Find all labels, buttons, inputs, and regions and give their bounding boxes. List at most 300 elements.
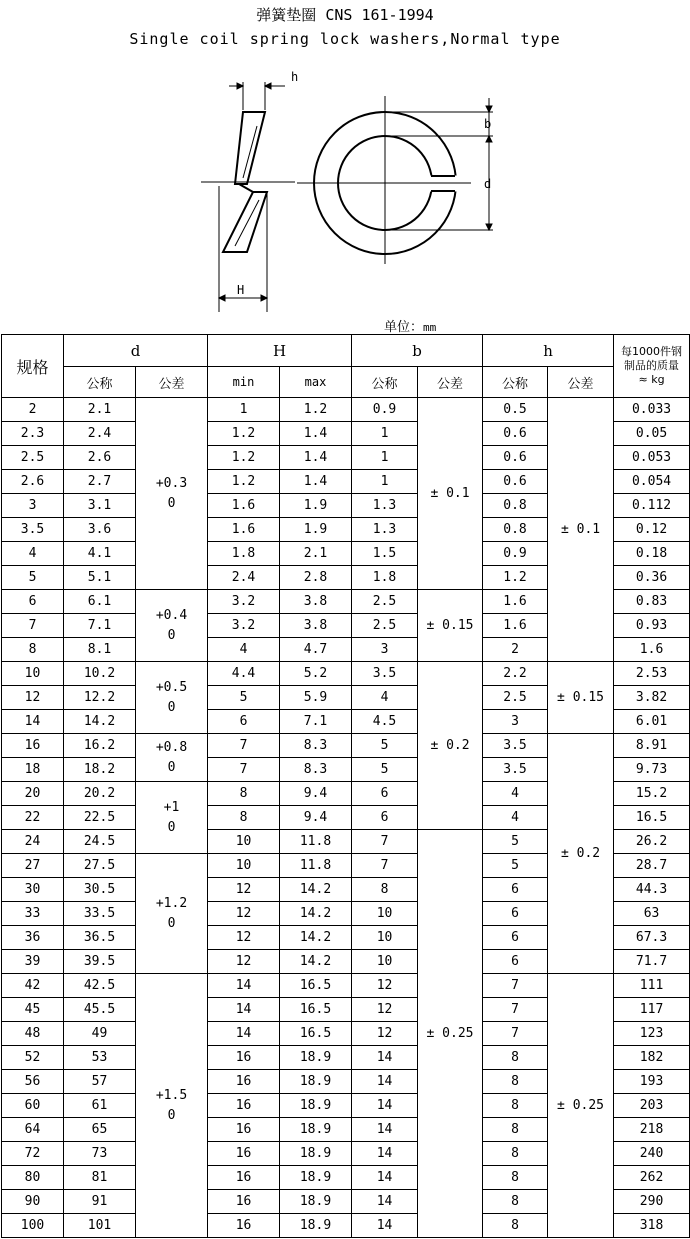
- cell-b-tolerance: ± 0.2: [418, 662, 483, 830]
- header-mass-line1: 每1000件钢: [621, 345, 683, 358]
- cell-H-max: 14.2: [280, 878, 352, 902]
- cell-h-nominal: 7: [483, 998, 548, 1022]
- dim-label-d: d: [484, 177, 492, 191]
- cell-b-nominal: 12: [352, 998, 418, 1022]
- cell-b-tolerance: ± 0.25: [418, 830, 483, 1238]
- table-row: [2, 974, 690, 998]
- cell-h-nominal: 0.8: [483, 518, 548, 542]
- cell-size: 4: [2, 542, 64, 566]
- cell-h-nominal: 7: [483, 1022, 548, 1046]
- cell-b-nominal: 10: [352, 950, 418, 974]
- cell-size: 14: [2, 710, 64, 734]
- cell-size: 22: [2, 806, 64, 830]
- header-d-nominal: 公称: [64, 367, 136, 398]
- cell-size: 3.5: [2, 518, 64, 542]
- cell-d-nominal: 14.2: [64, 710, 136, 734]
- cell-mass: 0.83: [614, 590, 690, 614]
- cell-b-nominal: 14: [352, 1070, 418, 1094]
- cell-b-nominal: 0.9: [352, 398, 418, 422]
- cell-b-nominal: 4: [352, 686, 418, 710]
- cell-h-tolerance: ± 0.25: [548, 974, 614, 1238]
- cell-h-nominal: 8: [483, 1166, 548, 1190]
- cell-d-nominal: 39.5: [64, 950, 136, 974]
- cell-mass: 0.112: [614, 494, 690, 518]
- cell-H-max: 18.9: [280, 1190, 352, 1214]
- cell-H-min: 3.2: [208, 614, 280, 638]
- cell-H-min: 1.2: [208, 422, 280, 446]
- header-b-nominal: 公称: [352, 367, 418, 398]
- cell-b-nominal: 3: [352, 638, 418, 662]
- cell-h-nominal: 0.5: [483, 398, 548, 422]
- cell-size: 52: [2, 1046, 64, 1070]
- unit-caption: 单位：: [384, 320, 424, 335]
- cell-size: 2.5: [2, 446, 64, 470]
- d-tolerance-upper: +1: [163, 799, 180, 815]
- cell-H-max: 4.7: [280, 638, 352, 662]
- d-tolerance-upper: +0.8: [155, 739, 188, 755]
- cell-h-nominal: 2: [483, 638, 548, 662]
- table-row: [2, 398, 690, 422]
- cell-h-nominal: 8: [483, 1214, 548, 1238]
- header-H-min: min: [208, 367, 280, 398]
- cell-h-nominal: 3: [483, 710, 548, 734]
- cell-H-min: 1.6: [208, 518, 280, 542]
- cell-d-nominal: 36.5: [64, 926, 136, 950]
- cell-H-max: 5.9: [280, 686, 352, 710]
- cell-d-nominal: 2.6: [64, 446, 136, 470]
- cell-H-min: 16: [208, 1118, 280, 1142]
- cell-h-nominal: 0.9: [483, 542, 548, 566]
- cell-H-max: 1.4: [280, 422, 352, 446]
- cell-size: 5: [2, 566, 64, 590]
- cell-d-nominal: 91: [64, 1190, 136, 1214]
- cell-mass: 0.05: [614, 422, 690, 446]
- cell-b-nominal: 1.8: [352, 566, 418, 590]
- cell-H-min: 1.6: [208, 494, 280, 518]
- cell-h-nominal: 6: [483, 926, 548, 950]
- cell-size: 33: [2, 902, 64, 926]
- cell-H-max: 1.9: [280, 494, 352, 518]
- cell-mass: 1.6: [614, 638, 690, 662]
- cell-size: 3: [2, 494, 64, 518]
- cell-H-max: 8.3: [280, 734, 352, 758]
- cell-d-nominal: 65: [64, 1118, 136, 1142]
- cell-b-nominal: 1: [352, 470, 418, 494]
- header-mass: [614, 335, 690, 398]
- cell-H-max: 2.1: [280, 542, 352, 566]
- cell-b-nominal: 6: [352, 782, 418, 806]
- cell-d-nominal: 6.1: [64, 590, 136, 614]
- unit-label: [384, 316, 436, 335]
- cell-h-nominal: 3.5: [483, 734, 548, 758]
- header-d: d: [64, 335, 208, 367]
- cell-H-min: 16: [208, 1214, 280, 1238]
- cell-H-max: 18.9: [280, 1070, 352, 1094]
- cell-mass: 26.2: [614, 830, 690, 854]
- cell-b-nominal: 12: [352, 1022, 418, 1046]
- cell-d-tolerance: [136, 734, 208, 782]
- cell-H-max: 1.2: [280, 398, 352, 422]
- cell-mass: 0.033: [614, 398, 690, 422]
- cell-d-nominal: 81: [64, 1166, 136, 1190]
- cell-b-nominal: 1: [352, 446, 418, 470]
- cell-d-nominal: 3.1: [64, 494, 136, 518]
- cell-H-min: 16: [208, 1166, 280, 1190]
- cell-b-nominal: 1.3: [352, 518, 418, 542]
- cell-mass: 123: [614, 1022, 690, 1046]
- cell-d-tolerance: [136, 590, 208, 662]
- cell-size: 30: [2, 878, 64, 902]
- cell-size: 18: [2, 758, 64, 782]
- cell-h-tolerance: ± 0.15: [548, 662, 614, 734]
- cell-size: 8: [2, 638, 64, 662]
- cell-H-max: 11.8: [280, 830, 352, 854]
- cell-mass: 0.18: [614, 542, 690, 566]
- cell-size: 20: [2, 782, 64, 806]
- cell-H-max: 18.9: [280, 1094, 352, 1118]
- dim-label-H: H: [237, 283, 245, 297]
- cell-d-nominal: 30.5: [64, 878, 136, 902]
- cell-h-tolerance: ± 0.1: [548, 398, 614, 662]
- cell-H-min: 16: [208, 1190, 280, 1214]
- cell-H-max: 3.8: [280, 590, 352, 614]
- d-tolerance-upper: +1.2: [155, 895, 188, 911]
- cell-size: 39: [2, 950, 64, 974]
- cell-H-max: 3.8: [280, 614, 352, 638]
- cell-H-max: 11.8: [280, 854, 352, 878]
- cell-mass: 44.3: [614, 878, 690, 902]
- cell-h-nominal: 0.6: [483, 470, 548, 494]
- table-row: [2, 734, 690, 758]
- d-tolerance-upper: +0.5: [155, 679, 188, 695]
- cell-size: 2.3: [2, 422, 64, 446]
- d-tolerance-upper: +1.5: [155, 1087, 188, 1103]
- cell-d-nominal: 4.1: [64, 542, 136, 566]
- cell-h-nominal: 8: [483, 1046, 548, 1070]
- cell-d-nominal: 24.5: [64, 830, 136, 854]
- cell-d-nominal: 57: [64, 1070, 136, 1094]
- d-tolerance-lower: 0: [167, 495, 176, 511]
- cell-b-nominal: 14: [352, 1190, 418, 1214]
- cell-d-nominal: 18.2: [64, 758, 136, 782]
- cell-d-tolerance: [136, 662, 208, 734]
- cell-d-nominal: 2.1: [64, 398, 136, 422]
- d-tolerance-upper: +0.3: [155, 475, 188, 491]
- cell-size: 7: [2, 614, 64, 638]
- cell-H-min: 12: [208, 950, 280, 974]
- cell-mass: 8.91: [614, 734, 690, 758]
- cell-mass: 262: [614, 1166, 690, 1190]
- cell-h-nominal: 3.5: [483, 758, 548, 782]
- cell-b-tolerance: ± 0.15: [418, 590, 483, 662]
- cell-H-max: 9.4: [280, 806, 352, 830]
- cell-H-min: 14: [208, 1022, 280, 1046]
- cell-H-min: 12: [208, 902, 280, 926]
- cell-size: 48: [2, 1022, 64, 1046]
- cell-H-max: 7.1: [280, 710, 352, 734]
- cell-H-min: 3.2: [208, 590, 280, 614]
- cell-H-min: 4: [208, 638, 280, 662]
- cell-size: 6: [2, 590, 64, 614]
- cell-b-nominal: 4.5: [352, 710, 418, 734]
- d-tolerance-lower: 0: [167, 915, 176, 931]
- washer-spec-table: [1, 334, 690, 1238]
- cell-size: 56: [2, 1070, 64, 1094]
- cell-H-max: 1.4: [280, 446, 352, 470]
- cell-mass: 0.36: [614, 566, 690, 590]
- cell-b-nominal: 2.5: [352, 590, 418, 614]
- cell-H-min: 1.2: [208, 446, 280, 470]
- cell-H-max: 14.2: [280, 902, 352, 926]
- cell-b-nominal: 14: [352, 1118, 418, 1142]
- cell-d-nominal: 8.1: [64, 638, 136, 662]
- cell-h-nominal: 1.2: [483, 566, 548, 590]
- cell-H-max: 5.2: [280, 662, 352, 686]
- cell-H-max: 16.5: [280, 974, 352, 998]
- cell-H-min: 1.8: [208, 542, 280, 566]
- cell-H-min: 2.4: [208, 566, 280, 590]
- cell-h-nominal: 6: [483, 902, 548, 926]
- cell-h-nominal: 8: [483, 1118, 548, 1142]
- cell-mass: 111: [614, 974, 690, 998]
- cell-H-min: 16: [208, 1070, 280, 1094]
- cell-b-nominal: 14: [352, 1046, 418, 1070]
- cell-h-nominal: 7: [483, 974, 548, 998]
- cell-b-nominal: 10: [352, 926, 418, 950]
- cell-mass: 182: [614, 1046, 690, 1070]
- cell-b-nominal: 5: [352, 758, 418, 782]
- cell-mass: 2.53: [614, 662, 690, 686]
- cell-size: 24: [2, 830, 64, 854]
- cell-b-nominal: 2.5: [352, 614, 418, 638]
- header-H: H: [208, 335, 352, 367]
- cell-H-max: 18.9: [280, 1166, 352, 1190]
- cell-b-nominal: 6: [352, 806, 418, 830]
- cell-size: 2.6: [2, 470, 64, 494]
- cell-h-nominal: 2.2: [483, 662, 548, 686]
- cell-size: 2: [2, 398, 64, 422]
- cell-d-nominal: 2.7: [64, 470, 136, 494]
- cell-mass: 6.01: [614, 710, 690, 734]
- cell-h-nominal: 6: [483, 878, 548, 902]
- cell-h-nominal: 0.8: [483, 494, 548, 518]
- title-english: Single coil spring lock washers,Normal type: [129, 30, 561, 48]
- cell-mass: 193: [614, 1070, 690, 1094]
- cell-h-nominal: 5: [483, 854, 548, 878]
- unit-value: mm: [423, 321, 437, 334]
- cell-h-nominal: 2.5: [483, 686, 548, 710]
- cell-mass: 15.2: [614, 782, 690, 806]
- cell-H-min: 5: [208, 686, 280, 710]
- cell-h-nominal: 8: [483, 1190, 548, 1214]
- cell-size: 100: [2, 1214, 64, 1238]
- cell-H-min: 12: [208, 926, 280, 950]
- cell-size: 90: [2, 1190, 64, 1214]
- cell-b-nominal: 12: [352, 974, 418, 998]
- cell-b-nominal: 8: [352, 878, 418, 902]
- cell-mass: 63: [614, 902, 690, 926]
- cell-h-nominal: 8: [483, 1094, 548, 1118]
- cell-d-nominal: 10.2: [64, 662, 136, 686]
- cell-mass: 67.3: [614, 926, 690, 950]
- cell-H-min: 7: [208, 734, 280, 758]
- cell-h-nominal: 5: [483, 830, 548, 854]
- washer-drawing: [195, 66, 515, 314]
- cell-b-nominal: 5: [352, 734, 418, 758]
- cell-H-min: 1: [208, 398, 280, 422]
- cell-H-max: 9.4: [280, 782, 352, 806]
- cell-d-nominal: 2.4: [64, 422, 136, 446]
- cell-d-nominal: 16.2: [64, 734, 136, 758]
- cell-d-nominal: 53: [64, 1046, 136, 1070]
- header-b-tolerance: 公差: [418, 367, 483, 398]
- cell-H-max: 14.2: [280, 950, 352, 974]
- cell-H-max: 18.9: [280, 1214, 352, 1238]
- cell-mass: 0.054: [614, 470, 690, 494]
- cell-size: 80: [2, 1166, 64, 1190]
- cell-b-nominal: 14: [352, 1166, 418, 1190]
- cell-mass: 16.5: [614, 806, 690, 830]
- cell-b-tolerance: ± 0.1: [418, 398, 483, 590]
- cell-size: 36: [2, 926, 64, 950]
- cell-h-nominal: 1.6: [483, 614, 548, 638]
- cell-H-min: 12: [208, 878, 280, 902]
- header-h: h: [483, 335, 614, 367]
- cell-H-min: 16: [208, 1094, 280, 1118]
- d-tolerance-lower: 0: [167, 759, 176, 775]
- cell-mass: 203: [614, 1094, 690, 1118]
- cell-H-max: 8.3: [280, 758, 352, 782]
- cell-H-max: 18.9: [280, 1046, 352, 1070]
- cell-d-nominal: 73: [64, 1142, 136, 1166]
- header-H-max: max: [280, 367, 352, 398]
- cell-size: 42: [2, 974, 64, 998]
- cell-size: 60: [2, 1094, 64, 1118]
- cell-size: 27: [2, 854, 64, 878]
- header-mass-line3: ≈ kg: [638, 373, 665, 386]
- cell-h-nominal: 6: [483, 950, 548, 974]
- cell-size: 12: [2, 686, 64, 710]
- cell-b-nominal: 1.3: [352, 494, 418, 518]
- cell-size: 64: [2, 1118, 64, 1142]
- header-h-nominal: 公称: [483, 367, 548, 398]
- cell-H-min: 14: [208, 974, 280, 998]
- cell-mass: 117: [614, 998, 690, 1022]
- cell-H-max: 2.8: [280, 566, 352, 590]
- cell-d-nominal: 27.5: [64, 854, 136, 878]
- cell-b-nominal: 14: [352, 1214, 418, 1238]
- cell-b-nominal: 14: [352, 1142, 418, 1166]
- cell-H-min: 16: [208, 1142, 280, 1166]
- d-tolerance-lower: 0: [167, 699, 176, 715]
- cell-H-max: 16.5: [280, 998, 352, 1022]
- cell-h-nominal: 8: [483, 1142, 548, 1166]
- cell-size: 16: [2, 734, 64, 758]
- d-tolerance-upper: +0.4: [155, 607, 188, 623]
- cell-H-min: 1.2: [208, 470, 280, 494]
- d-tolerance-lower: 0: [167, 1107, 176, 1123]
- table-row: [2, 662, 690, 686]
- header-b: b: [352, 335, 483, 367]
- d-tolerance-lower: 0: [167, 627, 176, 643]
- cell-h-nominal: 0.6: [483, 446, 548, 470]
- cell-H-max: 1.9: [280, 518, 352, 542]
- cell-d-nominal: 12.2: [64, 686, 136, 710]
- cell-b-nominal: 1.5: [352, 542, 418, 566]
- cell-d-nominal: 101: [64, 1214, 136, 1238]
- cell-mass: 240: [614, 1142, 690, 1166]
- cell-size: 72: [2, 1142, 64, 1166]
- cell-d-tolerance: [136, 974, 208, 1238]
- header-h-tolerance: 公差: [548, 367, 614, 398]
- cell-mass: 318: [614, 1214, 690, 1238]
- cell-mass: 3.82: [614, 686, 690, 710]
- cell-mass: 0.12: [614, 518, 690, 542]
- cell-H-min: 4.4: [208, 662, 280, 686]
- cell-H-min: 8: [208, 806, 280, 830]
- washer-side-view: [201, 82, 295, 312]
- cell-size: 45: [2, 998, 64, 1022]
- cell-d-nominal: 20.2: [64, 782, 136, 806]
- cell-d-tolerance: [136, 854, 208, 974]
- cell-h-nominal: 4: [483, 782, 548, 806]
- dim-label-h: h: [291, 70, 299, 84]
- cell-d-nominal: 49: [64, 1022, 136, 1046]
- cell-H-max: 18.9: [280, 1118, 352, 1142]
- cell-mass: 218: [614, 1118, 690, 1142]
- cell-H-max: 14.2: [280, 926, 352, 950]
- cell-d-tolerance: [136, 782, 208, 854]
- cell-d-nominal: 61: [64, 1094, 136, 1118]
- cell-H-min: 8: [208, 782, 280, 806]
- cell-b-nominal: 14: [352, 1094, 418, 1118]
- cell-h-tolerance: ± 0.2: [548, 734, 614, 974]
- cell-mass: 9.73: [614, 758, 690, 782]
- cell-b-nominal: 1: [352, 422, 418, 446]
- header-mass-line2: 制品的质量: [624, 359, 680, 372]
- cell-H-max: 18.9: [280, 1142, 352, 1166]
- cell-h-nominal: 1.6: [483, 590, 548, 614]
- cell-d-nominal: 3.6: [64, 518, 136, 542]
- dim-label-b: b: [484, 117, 492, 131]
- cell-h-nominal: 0.6: [483, 422, 548, 446]
- cell-h-nominal: 4: [483, 806, 548, 830]
- cell-H-min: 7: [208, 758, 280, 782]
- cell-h-nominal: 8: [483, 1070, 548, 1094]
- header-d-tolerance: 公差: [136, 367, 208, 398]
- cell-d-nominal: 5.1: [64, 566, 136, 590]
- cell-H-max: 1.4: [280, 470, 352, 494]
- cell-mass: 0.053: [614, 446, 690, 470]
- d-tolerance-lower: 0: [167, 819, 176, 835]
- cell-H-max: 16.5: [280, 1022, 352, 1046]
- washer-front-view: [297, 96, 493, 264]
- cell-H-min: 10: [208, 830, 280, 854]
- cell-b-nominal: 7: [352, 854, 418, 878]
- cell-d-nominal: 33.5: [64, 902, 136, 926]
- table-body: [2, 398, 690, 1238]
- cell-mass: 28.7: [614, 854, 690, 878]
- cell-H-min: 14: [208, 998, 280, 1022]
- cell-d-nominal: 45.5: [64, 998, 136, 1022]
- cell-mass: 290: [614, 1190, 690, 1214]
- cell-b-nominal: 7: [352, 830, 418, 854]
- cell-d-nominal: 42.5: [64, 974, 136, 998]
- header-size: 规格: [2, 335, 64, 398]
- cell-H-min: 6: [208, 710, 280, 734]
- cell-H-min: 16: [208, 1046, 280, 1070]
- cell-mass: 71.7: [614, 950, 690, 974]
